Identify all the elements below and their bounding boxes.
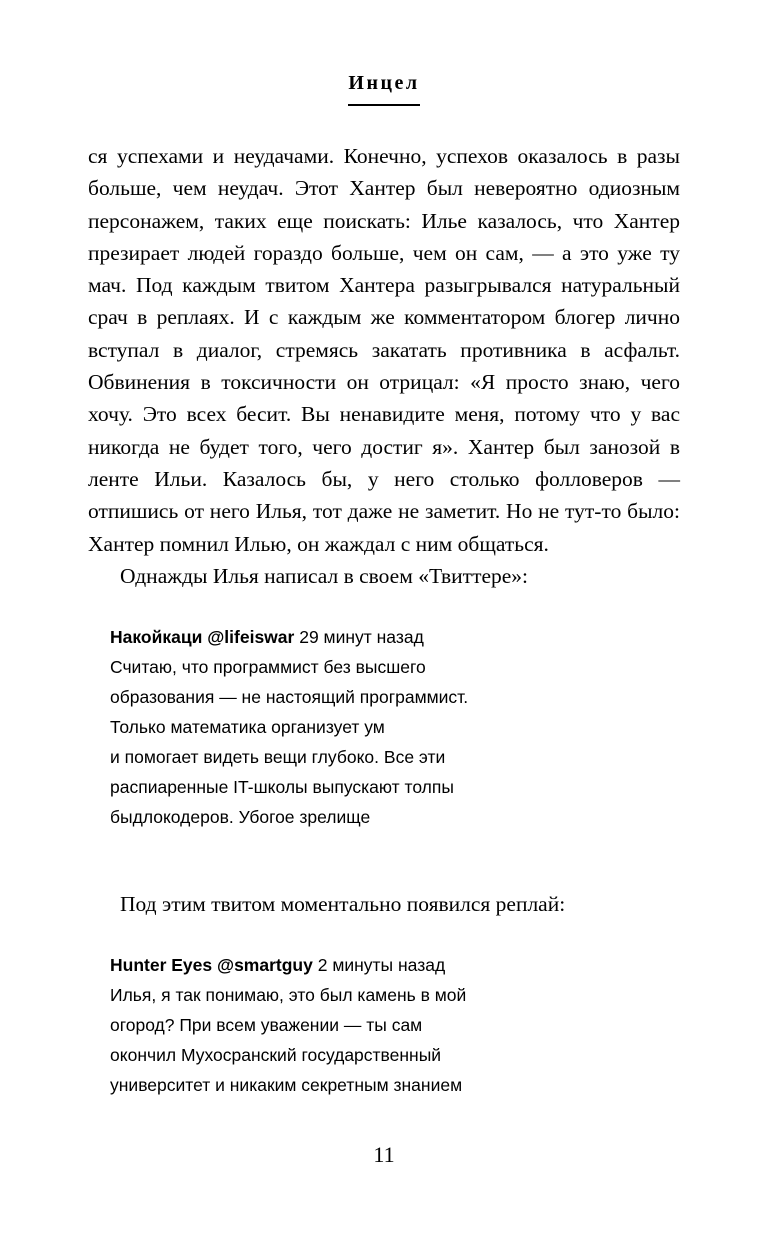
- running-head: [88, 72, 680, 106]
- tweet-quote-second: [110, 950, 680, 1100]
- tweet-quote-first: [110, 622, 680, 832]
- tweet-line: окончил Мухосранский государственный: [110, 1045, 442, 1066]
- page-body: [88, 140, 680, 1100]
- tweet-author-name: Hunter Eyes: [110, 955, 213, 976]
- tweet-line: Считаю, что программист без высшего: [110, 657, 426, 678]
- tweet-line: огород? При всем уважении — ты сам: [110, 1015, 423, 1036]
- tweet-line: быдлокодеров. Убогое зрелище: [110, 807, 371, 828]
- chapter-title: Инцел: [348, 72, 419, 106]
- page-number: 11: [373, 1142, 395, 1167]
- tweet-line: распиаренные IT-школы выпускают толпы: [110, 777, 454, 798]
- tweet-line: Илья, я так понимаю, это был камень в мой: [110, 985, 467, 1006]
- tweet-line: образования — не настоящий программист.: [110, 687, 469, 708]
- paragraph-continued: ся успехами и неудачами. Конечно, успехов оказалось в разы больше, чем неудач. Этот Хантер был невероятно одиозным персонажем, таких еще поискать: Илье казалось, что Хантер презирает людей гораздо больше, чем он сам, — а это уже ту мач. Под каждым твитом Хантера разыгрывался натуральный срач в реплаях. И с каждым же комментатором блогер лично вступал в диалог, стремясь закатать противника в асфальт. Обвинения в токсичности он отрицал: «Я просто знаю, чего хочу. Это всех бесит. Вы ненавидите меня, потому что у вас никогда не будет того, чего достиг я». Хантер был занозой в ленте Ильи. Казалось бы, у него столько фолловеров — отпишись от него Илья, тот даже не заметит. Но не тут-то было: Хантер помнил Илью, он жаждал с ним общаться.: [88, 144, 680, 556]
- tweet-timestamp: 2 минуты назад: [317, 955, 446, 976]
- tweet-text: [110, 652, 680, 832]
- tweet-timestamp: 29 минут назад: [299, 627, 424, 648]
- block-spacer: [88, 832, 680, 858]
- tweet-text: [110, 980, 680, 1100]
- tweet-header: [110, 950, 680, 980]
- tweet-line: и помогает видеть вещи глубоко. Все эти: [110, 747, 446, 768]
- paragraph-intro-reply: Под этим твитом моментально появился реплай:: [120, 892, 566, 917]
- tweet-line: университет и никаким секретным знанием: [110, 1075, 463, 1096]
- tweet-header: [110, 622, 680, 652]
- tweet-author-name: Накойкаци: [110, 627, 203, 648]
- tweet-author-handle: @lifeiswar: [207, 627, 295, 648]
- tweet-line: Только математика организует ум: [110, 717, 385, 738]
- tweet-author-handle: @smartguy: [217, 955, 313, 976]
- paragraph-intro-tweet: Однажды Илья написал в своем «Твиттере»:: [120, 563, 529, 588]
